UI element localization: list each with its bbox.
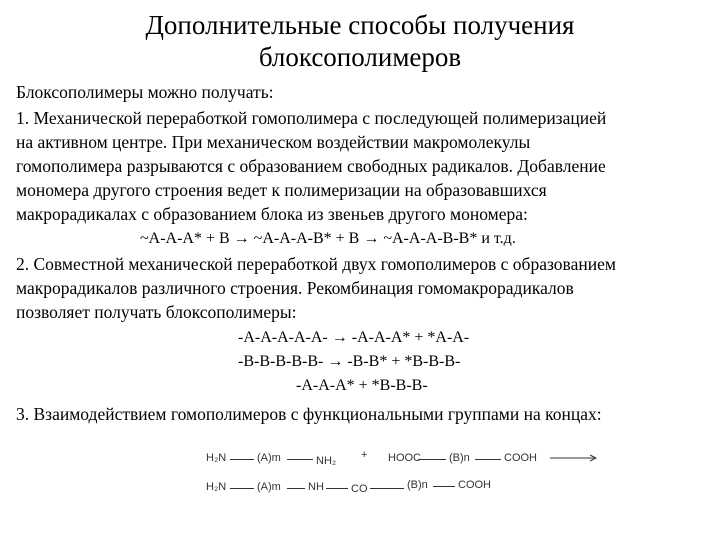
- r2-h2n: H₂N: [206, 481, 227, 493]
- r2-cooh: COOH: [458, 479, 491, 491]
- r2-bn: (B)n: [407, 479, 428, 491]
- method1-line-1: 1. Механической переработкой гомополимера с последующей полимеризацией: [16, 108, 607, 128]
- r1-bond-4: [475, 459, 501, 460]
- r2-nh: NH: [308, 481, 324, 493]
- slide-title-line-1: Дополнительные способы получения: [145, 10, 575, 40]
- equation-2-line-3: -A-A-A* + *B-B-B-: [296, 377, 428, 394]
- r1-nh2: NH₂: [316, 455, 337, 467]
- r1-plus: +: [361, 449, 368, 461]
- r2-bond-3: [326, 488, 348, 489]
- r2-bond-2: [287, 488, 305, 489]
- slide-title-line-2: блоксополимеров: [258, 42, 462, 72]
- r2-bond-1: [230, 488, 254, 489]
- method1-line-4: мономера другого строения ведет к полимеризации на образовавшихся: [16, 180, 547, 200]
- r1-bond-3: [418, 459, 446, 460]
- r2-co: CO: [351, 483, 368, 495]
- method2-line-2: макрорадикалов различного строения. Рекомбинация гомомакрорадикалов: [16, 278, 574, 298]
- method2-line-1: 2. Совместной механической переработкой двух гомополимеров с образованием: [16, 254, 616, 274]
- r2-bond-4: [370, 488, 404, 489]
- r1-bn: (B)n: [449, 452, 470, 464]
- r1-am: (A)m: [257, 452, 281, 464]
- method1-line-3: гомополимера разрываются с образованием свободных радикалов. Добавление: [16, 156, 606, 176]
- intro-text: Блоксополимеры можно получать:: [16, 82, 274, 102]
- r1-bond-2: [287, 459, 313, 460]
- method1-line-5: макрорадикалах с образованием блока из звеньев другого мономера:: [16, 204, 528, 224]
- method2-line-3: позволяет получать блоксополимеры:: [16, 302, 297, 322]
- equation-2-line-1: -A-A-A-A-A- → -A-A-A* + *A-A-: [238, 329, 470, 346]
- method1-line-2: на активном центре. При механическом воздействии макромолекулы: [16, 132, 531, 152]
- r1-cooh: COOH: [504, 452, 537, 464]
- r1-bond-1: [230, 459, 254, 460]
- r1-h2n: H₂N: [206, 452, 227, 464]
- method3-line: 3. Взаимодействием гомополимеров с функциональными группами на концах:: [16, 404, 602, 424]
- r2-bond-5: [433, 486, 455, 487]
- reaction-arrow-icon: [550, 452, 600, 464]
- r2-am: (A)m: [257, 481, 281, 493]
- r1-hooc: HOOC: [388, 452, 421, 464]
- equation-1: ~A-A-A* + B → ~A-A-A-B* + B → ~A-A-A-B-B* и т.д.: [140, 230, 516, 247]
- equation-2-line-2: -B-B-B-B-B- → -B-B* + *B-B-B-: [238, 353, 461, 370]
